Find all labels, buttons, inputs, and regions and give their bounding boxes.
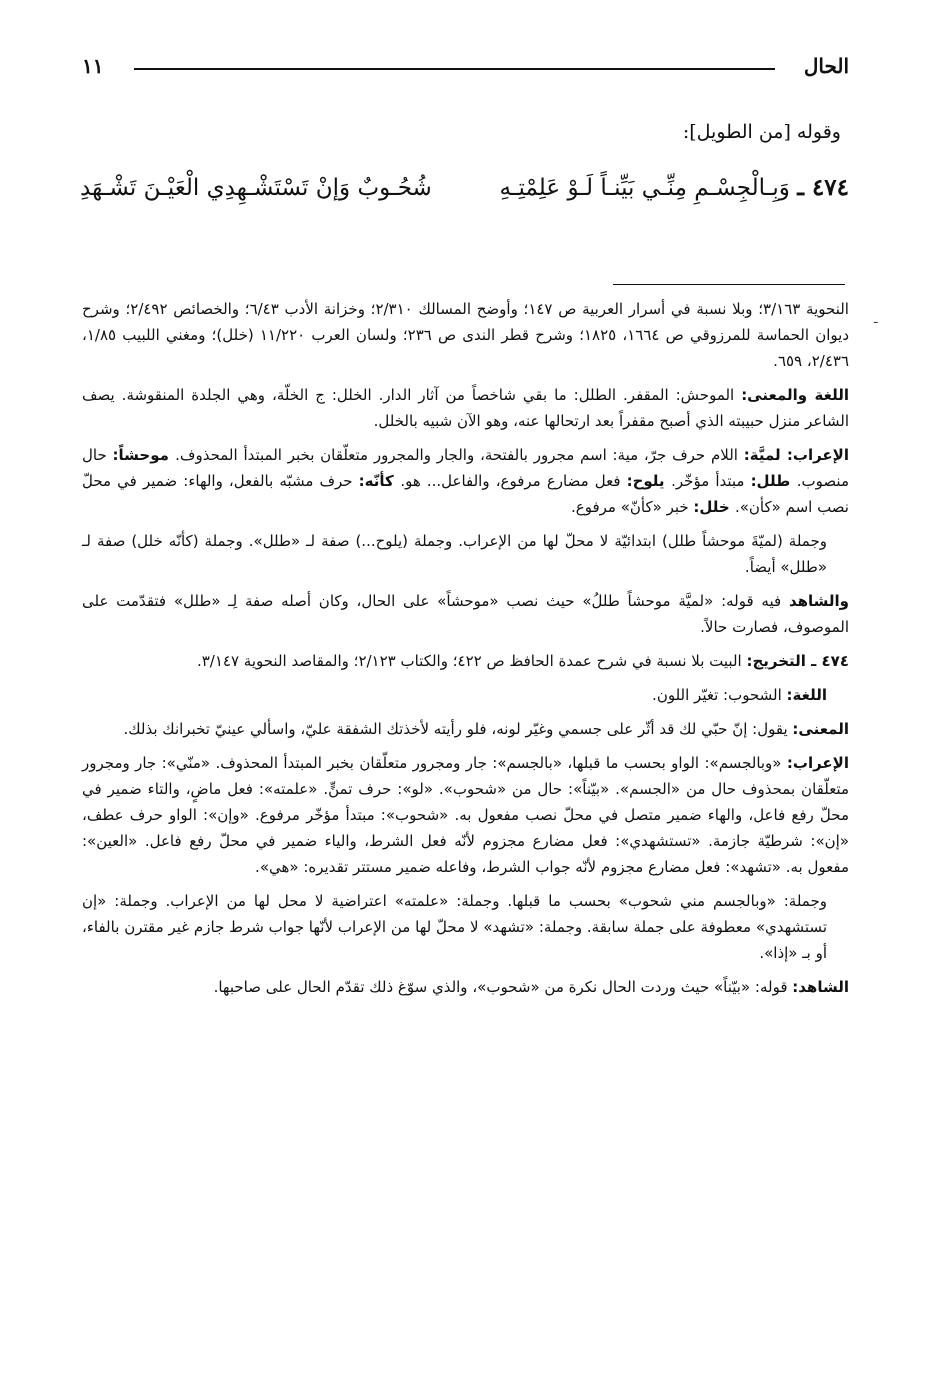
note-evidence-verse bbox=[82, 974, 849, 1000]
hemistich-1-text: وَبِـالْجِسْـمِ مِنِّـي بَيِّنـاً لَـوْ عَلِمْتِـهِ bbox=[499, 175, 790, 201]
term-text: خبر «كأنّ» مرفوع. bbox=[571, 498, 694, 516]
term-label: موحشاً: bbox=[112, 446, 176, 464]
margin-mark: ـ bbox=[874, 312, 878, 326]
chapter-title: الحال bbox=[803, 54, 849, 78]
term-text: حال منصوب. bbox=[82, 446, 849, 490]
note-text: «وبالجسم»: الواو بحسب ما قبلها، «بالجسم»: جار ومجرور متعلّقان بخبر المبتدأ المحذوف. «منّي»: جار ومجرور متعلّقان بمحذوف حال من «الجسم». «بيّناً»: حال من «شحوب». «لو»: حرف تمنٍّ. «علمته»: فعل ماضٍ، والتاء ضمير في محلّ رفع فاعل، والهاء ضمير متصل في محلّ نصب مفعول به. «شحوب»: مبتدأ مؤخّر مرفوع. «وإن»: الواو حرف عطف، «إن»: شرطيّة جازمة. «تستشهدي»: فعل مضارع مجزوم لأنّه فعل الشرط، والياء ضمير في محلّ رفع فاعل. «العين»: مفعول به. «تشهد»: فعل مضارع مجزوم لأنّه جواب الشرط، وفاعله ضمير مستتر تقديره: «هي». bbox=[82, 754, 849, 876]
term-text: حرف مشبّه بالفعل، والهاء: ضمير في محلّ نصب اسم «كأن». bbox=[82, 472, 849, 516]
note-parsing-verse bbox=[82, 750, 849, 880]
footnote-rule bbox=[613, 284, 845, 285]
note-evidence bbox=[82, 588, 849, 640]
term-label: يلوح: bbox=[626, 472, 672, 490]
note-label: الإعراب: bbox=[786, 446, 849, 464]
term-label: طلل: bbox=[750, 472, 797, 490]
note-text: قوله: «بيّناً» حيث وردت الحال نكرة من «شحوب»، والذي سوّغ ذلك تقدّم الحال على صاحبها. bbox=[213, 978, 793, 996]
note-parsing bbox=[82, 442, 849, 520]
term-label: كأنّه: bbox=[358, 472, 401, 490]
note-language-meaning bbox=[82, 382, 849, 434]
footnotes bbox=[82, 296, 849, 1008]
page-number: ١١ bbox=[82, 54, 104, 78]
verse-line bbox=[80, 170, 849, 210]
note-verse-sources bbox=[82, 648, 849, 674]
note-label: المعنى: bbox=[792, 720, 849, 738]
page-header bbox=[82, 52, 849, 82]
term-label: خلل: bbox=[693, 498, 735, 516]
note-text: الشحوب: تغيّر اللون. bbox=[652, 686, 787, 704]
note-text: فيه قوله: «لميَّة موحشاً طللُ» حيث نصب «موحشاً» على الحال، وكان أصله صفة لِـ «طلل» فتقدّمت على الموصوف، فصارت حالاً. bbox=[82, 592, 849, 636]
note-sentences-verse: وجملة: «وبالجسم مني شحوب» بحسب ما قبلها. وجملة: «علمته» اعتراضية لا محل لها من الإعراب. وجملة: «إن تستشهدي» معطوفة على جملة سابقة. وجملة: «تشهد» لا محلّ لها من الإعراب لأنّها جواب شرط جازم غير مقترن بالفاء، أو بـ «إذا». bbox=[82, 892, 827, 962]
note-label: الإعراب: bbox=[786, 754, 849, 772]
note-sentences: وجملة (لميّةَ موحشاً طلل) ابتدائيّة لا محلّ لها من الإعراب. وجملة (يلوح...) صفة لـ «طلل». وجملة (كأنّه خلل) صفة لـ «طلل» أيضاً. bbox=[82, 532, 827, 576]
note-text: البيت بلا نسبة في شرح عمدة الحافظ ص ٤٢٢؛ والكتاب ٢/١٢٣؛ والمقاصد النحوية ٣/١٤٧. bbox=[196, 652, 747, 670]
note-label: ٤٧٤ ـ التخريج: bbox=[746, 652, 849, 670]
note-label: اللغة: bbox=[786, 686, 827, 704]
verse-intro: وقوله [من الطويل]: bbox=[682, 121, 841, 143]
term-text: مبتدأ مؤخّر. bbox=[671, 472, 751, 490]
term-text: اللام حرف جرّ، مية: اسم مجرور بالفتحة، والجار والمجرور متعلّقان بخبر المبتدأ المحذوف. bbox=[175, 446, 744, 464]
note-text: يقول: إنّ حبّي لك قد أثّر على جسمي وغيّر لونه، فلو رأيته لأخذتك الشفقة عليّ، واسألي عينيّ تخبرانك بذلك. bbox=[123, 720, 793, 738]
note-label: الشاهد: bbox=[792, 978, 849, 996]
term-text: فعل مضارع مرفوع، والفاعل... هو. bbox=[400, 472, 627, 490]
header-rule bbox=[134, 68, 775, 70]
note-text: الموحش: المقفر. الطلل: ما بقي شاخصاً من آثار الدار. الخلل: ج الخلّة، وهي الجلدة المنقوشة. يصف الشاعر منزل حبيبته الذي أصبح مقفراً بعد ارتحالها عنه، وهو الآن شبيه بالخلل. bbox=[82, 386, 849, 430]
verse-number: ٤٧٤ ـ bbox=[797, 174, 849, 201]
note-label: اللغة والمعنى: bbox=[741, 386, 849, 404]
note-meaning bbox=[82, 716, 849, 742]
term-label: لميَّة: bbox=[743, 446, 787, 464]
note-sources-continued: النحوية ٣/١٦٣؛ وبلا نسبة في أسرار العربية ص ١٤٧؛ وأوضح المسالك ٢/٣١٠؛ وخزانة الأدب ٦/٤٣؛ والخصائص ٢/٤٩٢؛ وشرح ديوان الحماسة للمرزوقي ص ١٦٦٤، ١٨٢٥؛ وشرح قطر الندى ص ٢٣٦؛ ولسان العرب ١١/٢٢٠ (خلل)؛ ومغني اللبيب ١/٨٥، ٢/٤٣٦، ٦٥٩. bbox=[82, 300, 850, 370]
note-label: والشاهد bbox=[788, 592, 849, 610]
note-language bbox=[82, 682, 849, 708]
verse-first-hemistich bbox=[499, 170, 849, 206]
verse-second-hemistich: شُحُـوبٌ وَإنْ تَسْتَشْـهِدِي الْعَيْـنَ تَشْـهَدِ bbox=[80, 175, 432, 201]
